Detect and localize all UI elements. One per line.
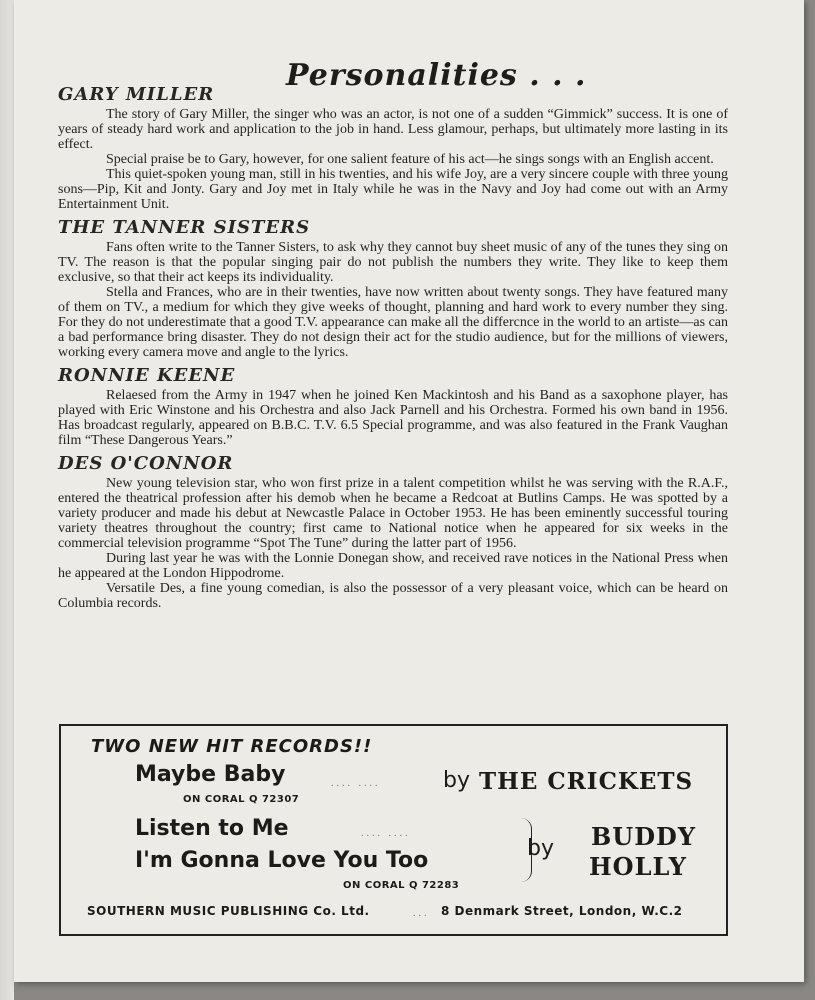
paragraph: Versatile Des, a fine young comedian, is also the possessor of a very pleasant voice, which can be heard on Columbia records. [58,581,728,611]
section-ronnie-keene [58,365,728,448]
record-label: ON CORAL Q 72307 [183,794,300,805]
section-heading: GARY MILLER [58,84,215,105]
paragraph: The story of Gary Miller, the singer who was an actor, is not one of a sudden “Gimmick” success. It is one of years of steady hard work and application to the job in hand. Less glamour, perhaps, but ultimately more lasting in its effect. [58,107,728,152]
paragraph: Special praise be to Gary, however, for one salient feature of his act—he sings songs with an English accent. [106,152,714,167]
by-text: by [527,836,554,861]
personalities-content [58,84,728,616]
record-title: Maybe Baby [135,762,286,787]
paragraph: Relaesed from the Army in 1947 when he joined Ken Mackintosh and his Band as a saxophone player, has played with Eric Winstone and his Orchestra and also Jack Parnell and his Orchestra. Formed his own band in 1956. Has broadcast regularly, appeared on B.B.C. T.V. 6.5 Special programme, and was also featured in the Frank Vaughan film “These Dangerous Years.” [58,388,728,448]
paragraph: This quiet-spoken young man, still in his twenties, and his wife Joy, are a very sincere couple with three young sons—Pip, Kit and Jonty. Gary and Joy met in Italy while he was in the Navy and Joy had come out with an Army Entertainment Unit. [58,167,728,212]
page-edge [0,0,14,1000]
ad-headline: TWO NEW HIT RECORDS!! [91,736,373,757]
record-title: Listen to Me [135,816,289,841]
section-heading: DES O'CONNOR [58,453,234,474]
artist-name-line2: HOLLY [589,852,687,881]
record-title: I'm Gonna Love You Too [135,848,429,873]
artist-name-line1: BUDDY [591,822,696,851]
records-advertisement [59,724,728,936]
section-heading: RONNIE KEENE [58,365,236,386]
publisher-address: 8 Denmark Street, London, W.C.2 [441,904,683,918]
dotted-leader: .... .... [331,778,381,789]
by-text: by [443,768,470,793]
paragraph: During last year he was with the Lonnie Donegan show, and received rave notices in the National Press when he appeared at the London Hippodrome. [58,551,728,581]
section-heading: THE TANNER SISTERS [58,217,311,238]
artist-name: THE CRICKETS [479,768,694,795]
ad-border-top [61,724,726,726]
section-gary-miller [58,84,728,212]
paragraph: Stella and Frances, who are in their twenties, have now written about twenty songs. They have featured many of them on TV., a medium for which they give weeks of thought, planning and hard work to every number they sing. For they do not underestimate that a good T.V. appearance can make all the differcnce in the world to an artiste—as can a bad performance bring disaster. They do not design their act for the studio audience, but for the millions of viewers, working every camera move and angle to the lyrics. [58,285,728,360]
section-des-oconnor [58,453,728,611]
program-page [14,0,804,982]
section-tanner-sisters [58,217,728,360]
publisher-name: SOUTHERN MUSIC PUBLISHING Co. Ltd. [87,904,370,918]
page-title: Personalities . . . [286,58,587,93]
dotted-leader: .... .... [361,828,411,839]
record-label: ON CORAL Q 72283 [343,880,460,891]
paragraph: Fans often write to the Tanner Sisters, to ask why they cannot buy sheet music of any of the tunes they sing on TV. The reason is that the popular singing pair do not publish the numbers they write. They like to keep them exclusive, so that their act keeps its individuality. [58,240,728,285]
paragraph: New young television star, who won first prize in a talent competition whilst he was serving with the R.A.F., entered the theatrical profession after his demob when he became a Redcoat at Butlins Camps. He was spotted by a variety producer and made his debut at Newcastle Palace in October 1953. He has been eminently successful touring variety theatres throughout the country; first came to National notice when he appeared for six weeks in the commercial television programme “Spot The Tune” during the latter part of 1956. [58,476,728,551]
dotted-leader: ... [413,908,430,919]
